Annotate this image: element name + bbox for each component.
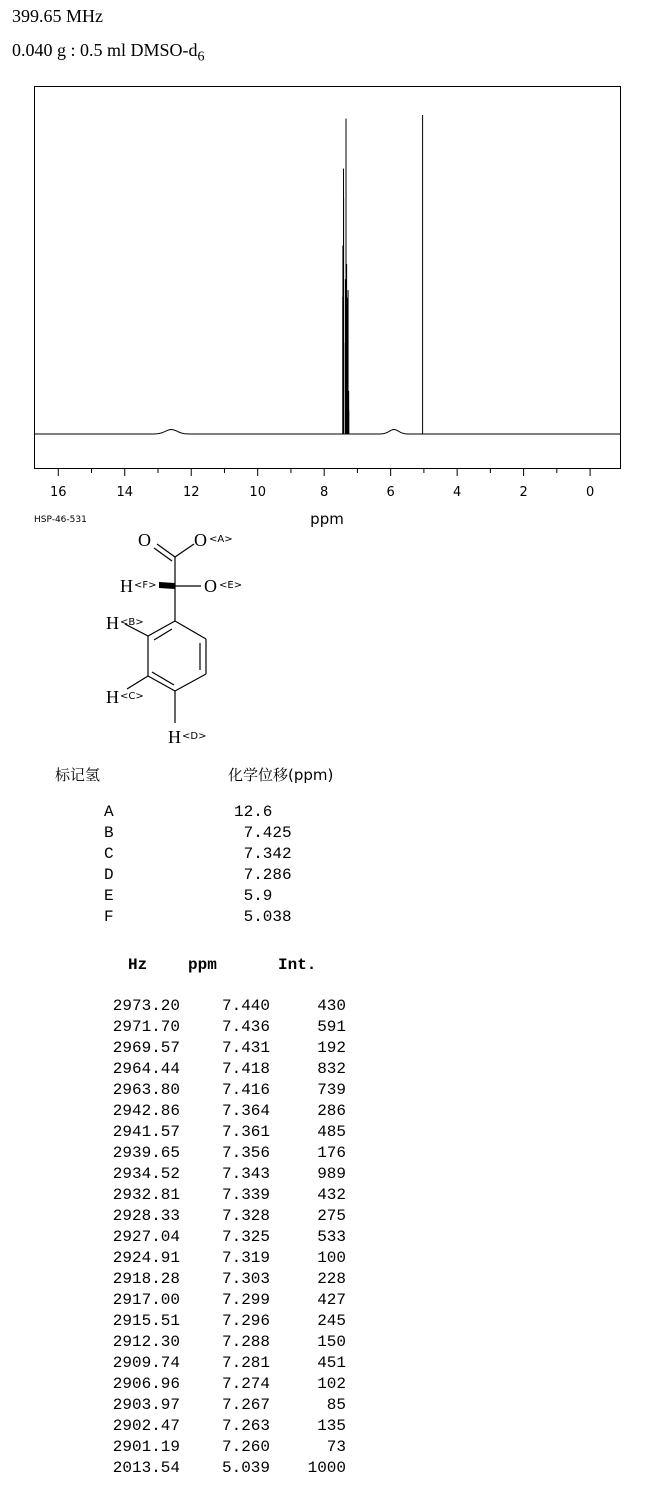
peak-hz: 2924.91 bbox=[112, 1249, 180, 1267]
peak-row bbox=[104, 1059, 346, 1080]
peak-ppm: 7.418 bbox=[221, 1060, 270, 1078]
peak-int: 85 bbox=[326, 1396, 346, 1414]
acid-oxygen: O bbox=[194, 530, 207, 550]
peak-hz: 2969.57 bbox=[112, 1039, 180, 1057]
peak-hz: 2917.00 bbox=[112, 1291, 180, 1309]
peak-row bbox=[104, 1269, 346, 1290]
peak-hz: 2932.81 bbox=[112, 1186, 180, 1204]
peak-int: 989 bbox=[317, 1165, 346, 1183]
assignment-label: D bbox=[104, 866, 114, 884]
hydrogen-F: H bbox=[120, 576, 133, 596]
peak-int: 286 bbox=[317, 1102, 346, 1120]
hydroxyl-oxygen: O bbox=[204, 576, 217, 596]
spectrum-trace bbox=[35, 430, 620, 434]
peak-row bbox=[104, 1458, 346, 1479]
x-tick-label: 12 bbox=[182, 485, 200, 500]
x-tick-label: 6 bbox=[386, 485, 395, 500]
x-tick-label: 14 bbox=[116, 485, 134, 500]
sample-text: 0.040 g : 0.5 ml DMSO-d bbox=[12, 40, 198, 60]
assignment-shift: 7.342 bbox=[234, 845, 292, 863]
peak-ppm: 7.267 bbox=[221, 1396, 270, 1414]
assignment-label: E bbox=[104, 887, 114, 905]
molecular-structure bbox=[98, 525, 288, 755]
peak-hz: 2902.47 bbox=[112, 1417, 180, 1435]
label-C: <C> bbox=[120, 691, 144, 702]
assignment-shift: 7.425 bbox=[234, 824, 292, 842]
peak-header-ppm: ppm bbox=[188, 956, 217, 974]
peak-row bbox=[104, 1164, 346, 1185]
spectrometer-frequency: 399.65 MHz bbox=[12, 6, 103, 26]
x-tick-label: 16 bbox=[49, 485, 67, 500]
assignment-label: B bbox=[104, 824, 114, 842]
hydrogen-C: H bbox=[106, 687, 119, 707]
peak-hz: 2934.52 bbox=[112, 1165, 180, 1183]
x-axis-label: ppm bbox=[310, 510, 344, 528]
peak-row bbox=[104, 1038, 346, 1059]
peak-int: 135 bbox=[317, 1417, 346, 1435]
peak-int: 176 bbox=[317, 1144, 346, 1162]
peak-int: 150 bbox=[317, 1333, 346, 1351]
peak-ppm: 7.440 bbox=[221, 997, 270, 1015]
peak-hz: 2901.19 bbox=[112, 1438, 180, 1456]
peak-int: 739 bbox=[317, 1081, 346, 1099]
peak-header-int: Int. bbox=[278, 956, 317, 974]
peak-int: 591 bbox=[317, 1018, 346, 1036]
sample-description bbox=[12, 40, 205, 66]
peak-int: 432 bbox=[317, 1186, 346, 1204]
assignment-header-label: 标记氢 bbox=[55, 766, 101, 784]
peak-ppm: 7.364 bbox=[221, 1102, 270, 1120]
plot-frame bbox=[35, 87, 621, 469]
assignment-label: A bbox=[104, 803, 114, 821]
assignment-header-shift: 化学位移(ppm) bbox=[228, 766, 334, 784]
peak-hz: 2928.33 bbox=[112, 1207, 180, 1225]
x-tick-label: 4 bbox=[452, 485, 462, 500]
assignment-shift: 5.9 bbox=[234, 887, 273, 905]
peak-hz: 2918.28 bbox=[112, 1270, 180, 1288]
peak-ppm: 7.343 bbox=[221, 1165, 270, 1183]
peak-int: 245 bbox=[317, 1312, 346, 1330]
peak-hz: 2912.30 bbox=[112, 1333, 180, 1351]
peak-lines bbox=[343, 115, 423, 434]
x-tick-label: 8 bbox=[320, 485, 329, 500]
peak-row bbox=[104, 1416, 346, 1437]
peak-ppm: 7.260 bbox=[221, 1438, 270, 1456]
peak-table-header bbox=[104, 956, 338, 974]
peak-ppm: 7.274 bbox=[221, 1375, 270, 1393]
peak-table bbox=[104, 996, 346, 1479]
carbonyl-oxygen: O bbox=[138, 530, 151, 550]
peak-hz: 2927.04 bbox=[112, 1228, 180, 1246]
assignment-row bbox=[104, 823, 292, 844]
spectrum-id: HSP-46-531 bbox=[34, 515, 87, 525]
peak-ppm: 7.431 bbox=[221, 1039, 270, 1057]
peak-hz: 2939.65 bbox=[112, 1144, 180, 1162]
peak-row bbox=[104, 996, 346, 1017]
peak-int: 192 bbox=[317, 1039, 346, 1057]
peak-row bbox=[104, 1374, 346, 1395]
peak-hz: 2942.86 bbox=[112, 1102, 180, 1120]
peak-row bbox=[104, 1080, 346, 1101]
peak-int: 485 bbox=[317, 1123, 346, 1141]
peak-row bbox=[104, 1143, 346, 1164]
peak-ppm: 7.328 bbox=[221, 1207, 270, 1225]
peak-row bbox=[104, 1290, 346, 1311]
assignment-shift: 7.286 bbox=[234, 866, 292, 884]
peak-hz: 2971.70 bbox=[112, 1018, 180, 1036]
peak-ppm: 7.303 bbox=[221, 1270, 270, 1288]
x-axis-tick-labels bbox=[50, 485, 594, 500]
hydrogen-D: H bbox=[168, 727, 181, 747]
assignment-shift: 5.038 bbox=[234, 908, 292, 926]
peak-int: 832 bbox=[317, 1060, 346, 1078]
peak-row bbox=[104, 1185, 346, 1206]
peak-row bbox=[104, 1311, 346, 1332]
peak-int: 451 bbox=[317, 1354, 346, 1372]
peak-ppm: 7.288 bbox=[221, 1333, 270, 1351]
sample-subscript: 6 bbox=[197, 49, 205, 65]
peak-int: 73 bbox=[326, 1438, 346, 1456]
peak-ppm: 7.319 bbox=[221, 1249, 270, 1267]
x-tick-label: 0 bbox=[585, 485, 595, 500]
peak-row bbox=[104, 1101, 346, 1122]
peak-row bbox=[104, 1437, 346, 1458]
peak-row bbox=[104, 1332, 346, 1353]
assignment-row bbox=[104, 886, 292, 907]
peak-ppm: 7.325 bbox=[221, 1228, 270, 1246]
label-A: <A> bbox=[209, 534, 233, 545]
assignment-table bbox=[104, 802, 292, 928]
peak-ppm: 7.296 bbox=[221, 1312, 270, 1330]
peak-row bbox=[104, 1248, 346, 1269]
x-tick-label: 10 bbox=[249, 485, 266, 500]
peak-row bbox=[104, 1122, 346, 1143]
label-F: <F> bbox=[134, 580, 157, 591]
peak-ppm: 5.039 bbox=[221, 1459, 270, 1477]
peak-int: 102 bbox=[317, 1375, 346, 1393]
assignment-row bbox=[104, 865, 292, 886]
peak-ppm: 7.339 bbox=[221, 1186, 270, 1204]
peak-ppm: 7.356 bbox=[221, 1144, 270, 1162]
peak-hz: 2013.54 bbox=[112, 1459, 180, 1477]
assignment-label: C bbox=[104, 845, 114, 863]
x-tick-label: 2 bbox=[519, 485, 528, 500]
peak-row bbox=[104, 1227, 346, 1248]
nmr-spectrum-chart bbox=[0, 80, 652, 530]
peak-row bbox=[104, 1395, 346, 1416]
label-B: <B> bbox=[120, 617, 144, 628]
peak-ppm: 7.299 bbox=[221, 1291, 270, 1309]
label-E: <E> bbox=[219, 580, 243, 591]
peak-hz: 2903.97 bbox=[112, 1396, 180, 1414]
peak-int: 533 bbox=[317, 1228, 346, 1246]
assignment-row bbox=[104, 907, 292, 928]
assignment-shift: 12.6 bbox=[234, 803, 273, 821]
peak-hz: 2941.57 bbox=[112, 1123, 180, 1141]
peak-header-hz: Hz bbox=[128, 956, 148, 974]
label-D: <D> bbox=[182, 731, 207, 742]
hydrogen-B: H bbox=[106, 613, 119, 633]
peak-ppm: 7.436 bbox=[221, 1018, 270, 1036]
wedge-bond bbox=[159, 582, 175, 589]
peak-row bbox=[104, 1017, 346, 1038]
peak-ppm: 7.361 bbox=[221, 1123, 270, 1141]
x-axis-ticks bbox=[58, 469, 590, 477]
assignment-row bbox=[104, 844, 292, 865]
peak-int: 275 bbox=[317, 1207, 346, 1225]
peak-hz: 2963.80 bbox=[112, 1081, 180, 1099]
peak-hz: 2906.96 bbox=[112, 1375, 180, 1393]
peak-hz: 2915.51 bbox=[112, 1312, 180, 1330]
peak-int: 228 bbox=[317, 1270, 346, 1288]
peak-ppm: 7.416 bbox=[221, 1081, 270, 1099]
peak-int: 430 bbox=[317, 997, 346, 1015]
peak-int: 100 bbox=[317, 1249, 346, 1267]
peak-hz: 2973.20 bbox=[112, 997, 180, 1015]
peak-hz: 2964.44 bbox=[112, 1060, 180, 1078]
assignment-label: F bbox=[104, 908, 114, 926]
peak-int: 1000 bbox=[307, 1459, 346, 1477]
assignment-row bbox=[104, 802, 292, 823]
peak-row bbox=[104, 1353, 346, 1374]
peak-ppm: 7.263 bbox=[221, 1417, 270, 1435]
peak-int: 427 bbox=[317, 1291, 346, 1309]
peak-ppm: 7.281 bbox=[221, 1354, 270, 1372]
peak-row bbox=[104, 1206, 346, 1227]
peak-hz: 2909.74 bbox=[112, 1354, 180, 1372]
